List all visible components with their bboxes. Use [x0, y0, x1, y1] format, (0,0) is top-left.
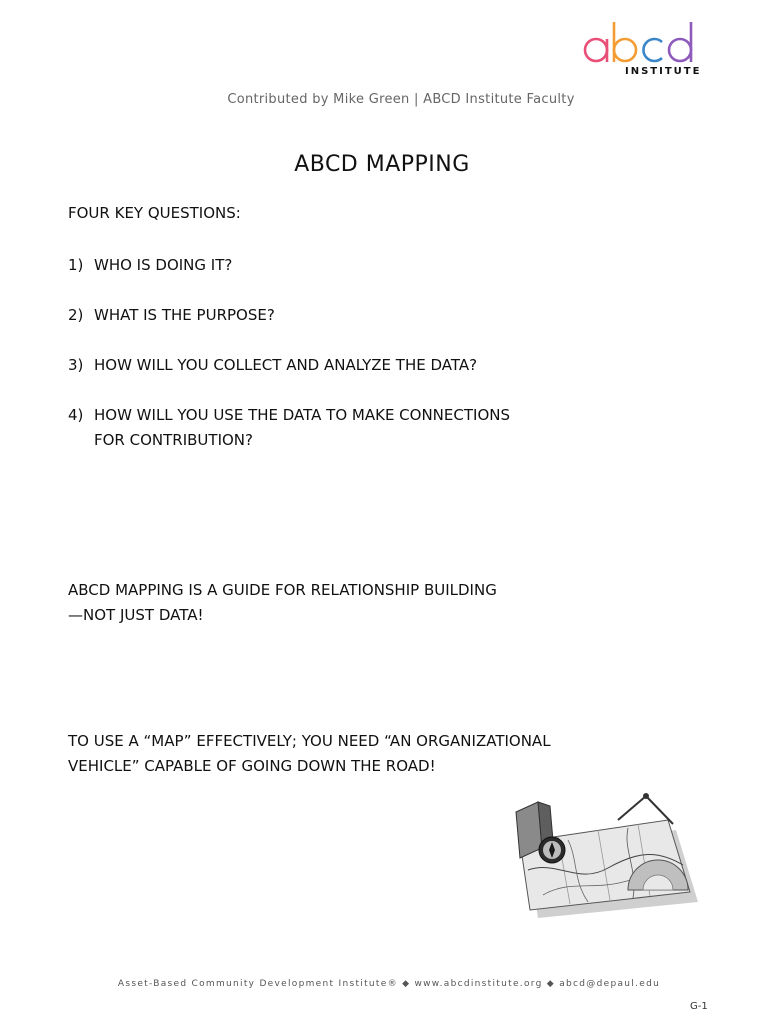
relationship-line-2: —NOT JUST DATA!	[68, 606, 204, 624]
vehicle-line-1: TO USE A “MAP” EFFECTIVELY; YOU NEED “AN ORGANIZATIONAL	[68, 732, 551, 750]
diamond-separator-icon: ◆	[546, 979, 556, 989]
abcd-institute-logo	[583, 20, 702, 78]
question-text: HOW WILL YOU COLLECT AND ANALYZE THE DATA?	[94, 356, 478, 374]
question-item	[68, 253, 510, 278]
relationship-statement	[68, 578, 497, 628]
vehicle-line-2: VEHICLE” CAPABLE OF GOING DOWN THE ROAD!	[68, 757, 436, 775]
logo-letter-b	[614, 39, 636, 61]
page-footer	[0, 979, 768, 989]
question-text-continued: FOR CONTRIBUTION?	[94, 431, 253, 449]
question-text: WHAT IS THE PURPOSE?	[94, 306, 275, 324]
footer-website: www.abcdinstitute.org	[414, 979, 543, 989]
logo-letter-c	[643, 39, 662, 61]
question-number: 4)	[68, 406, 84, 424]
footer-org: Asset-Based Community Development Institute®	[117, 979, 398, 989]
vehicle-statement	[68, 729, 551, 779]
page-title: ABCD MAPPING	[294, 152, 470, 177]
logo-letter-a	[585, 39, 607, 61]
question-item	[68, 353, 510, 378]
map-compass-clipart-icon	[498, 790, 698, 920]
subheading: FOUR KEY QUESTIONS:	[68, 204, 241, 222]
diamond-separator-icon: ◆	[402, 979, 411, 989]
page-number: G-1	[690, 1001, 708, 1012]
contributor-line: Contributed by Mike Green | ABCD Institute Faculty	[227, 92, 575, 107]
question-item	[68, 303, 510, 328]
logo-subtitle: INSTITUTE	[625, 66, 702, 77]
question-text: HOW WILL YOU USE THE DATA TO MAKE CONNECTIONS	[94, 406, 510, 424]
question-list	[68, 253, 510, 478]
question-number: 1)	[68, 256, 84, 274]
footer-email: abcd@depaul.edu	[559, 979, 661, 989]
question-number: 2)	[68, 306, 84, 324]
relationship-line-1: ABCD MAPPING IS A GUIDE FOR RELATIONSHIP BUILDING	[68, 581, 497, 599]
logo-letter-d	[669, 39, 691, 61]
question-text: WHO IS DOING IT?	[94, 256, 233, 274]
question-number: 3)	[68, 356, 84, 374]
abcd-wordmark-icon	[583, 20, 698, 66]
question-item	[68, 403, 510, 453]
